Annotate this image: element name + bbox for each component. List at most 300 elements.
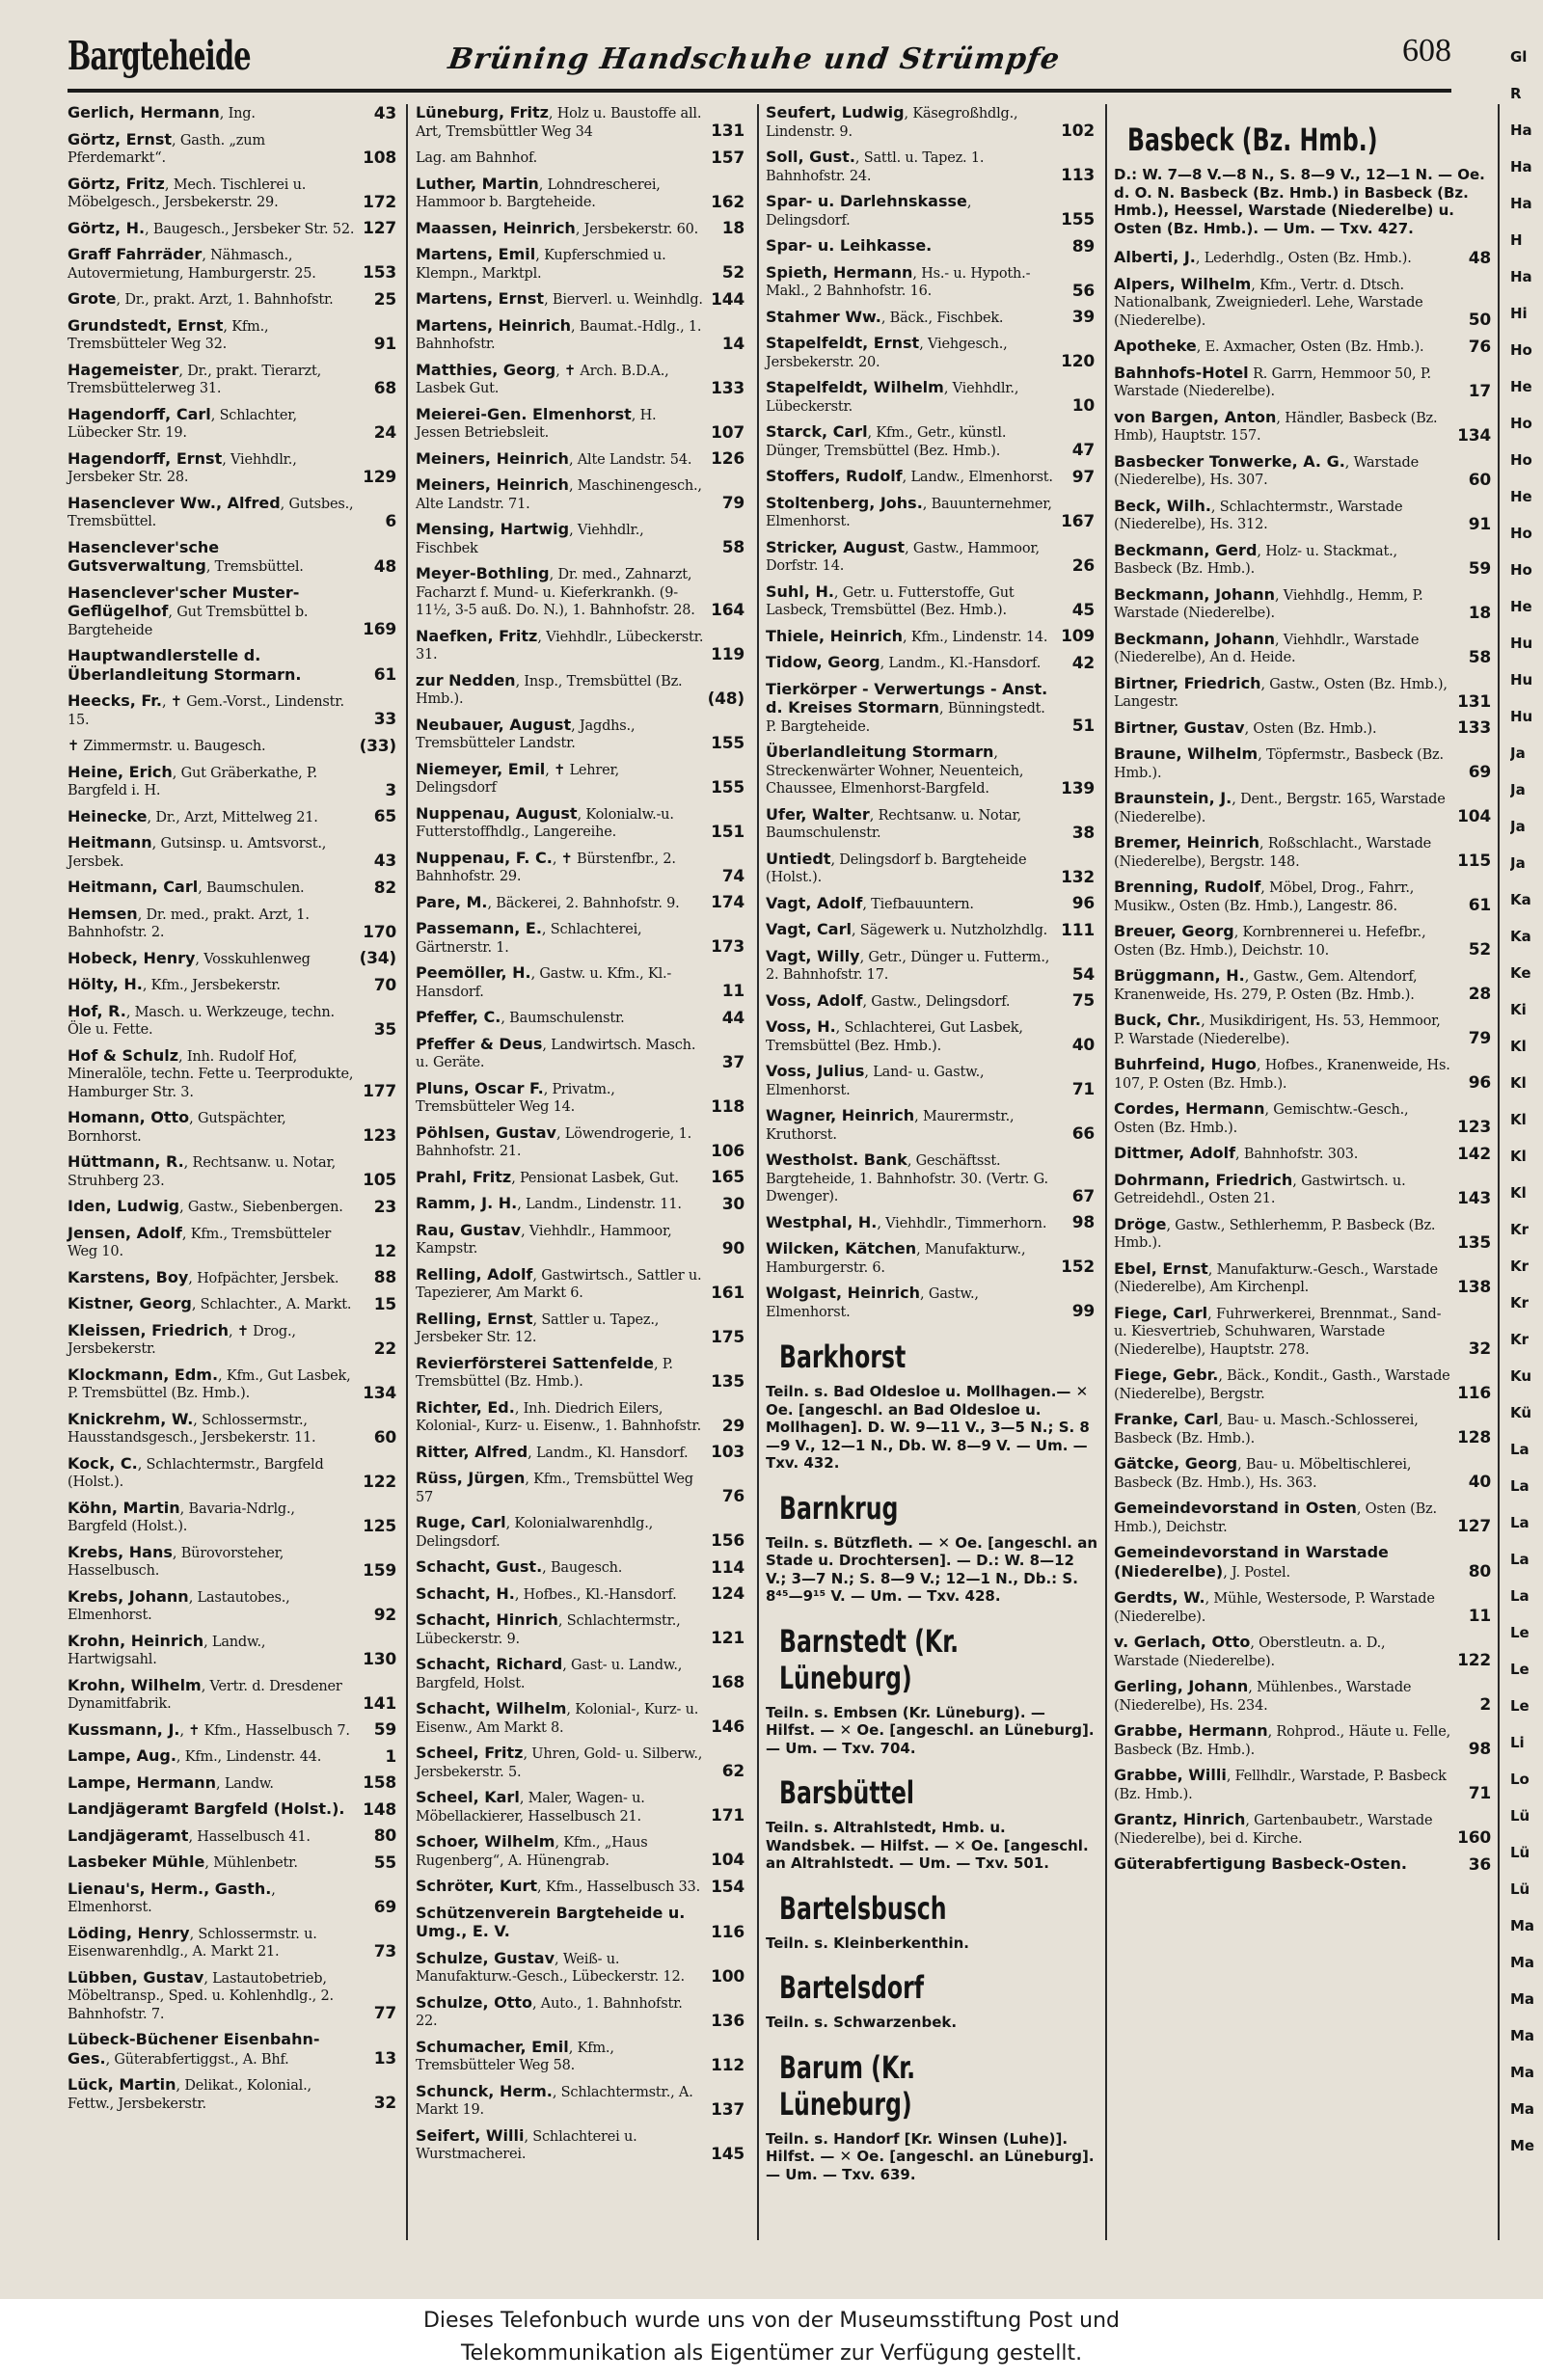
subscriber-entry xyxy=(68,290,400,310)
phone-number: 131 xyxy=(711,122,744,141)
subscriber-entry xyxy=(68,950,400,969)
subscriber-details: , Getr. u. Futterstoffe, Gut Lasbeck, Tremsbüttel (Bez. Hmb.). xyxy=(766,584,1015,618)
edge-fragment: Ma xyxy=(1510,1917,1535,1934)
place-service-info: Teiln. s. Bützfleth. — ✕ Oe. [angeschl. an Stade u. Drochtersen]. — D.: W. 8—12 V.; 3—7 N.; S. 8—9 V.; 12—1 N., Db.: S. 8⁴⁵—9¹⁵ V. — Um. — Txv. 428. xyxy=(766,1533,1098,1605)
subscriber-details: , Baugesch., Jersbeker Str. 52. xyxy=(145,221,355,237)
phone-number: 92 xyxy=(373,1605,396,1625)
phone-number: 169 xyxy=(363,620,396,639)
subscriber-details: , Osten (Bz. Hmb.), Deichstr. xyxy=(1114,1501,1437,1535)
subscriber-name: Alpers, Wilhelm xyxy=(1114,274,1252,293)
subscriber-details: , Osten (Bz. Hmb.). xyxy=(1244,720,1377,737)
column-1 xyxy=(68,104,400,2121)
subscriber-details: , Bierverl. u. Weinhdlg. xyxy=(544,292,703,308)
phone-number: 43 xyxy=(373,103,396,123)
place-heading: Barnkrug xyxy=(779,1489,899,1527)
subscriber-entry xyxy=(766,583,1098,620)
subscriber-name: Alberti, J. xyxy=(1114,248,1196,266)
phone-number: 54 xyxy=(1071,964,1095,985)
phone-number: 122 xyxy=(363,1472,396,1492)
phone-number: 174 xyxy=(711,893,744,912)
subscriber-entry xyxy=(68,808,400,827)
subscriber-details: , Schlachter., A. Markt. xyxy=(191,1297,352,1312)
subscriber-details: , Vertr. d. Dresdener Dynamitfabrik. xyxy=(68,1678,342,1712)
subscriber-entry xyxy=(68,692,400,729)
phone-number: 97 xyxy=(1071,467,1095,487)
subscriber-entry xyxy=(68,1047,400,1102)
place-service-info: D.: W. 7—8 V.—8 N., S. 8—9 V., 12—1 N. — Oe. d. O. N. Basbeck (Bz. Hmb.) in Basbeck (Bz. Hmb.), Heessel, Warstade (Niederelbe) u. Osten (Bz. Hmb.). — Um. — Txv. 427. xyxy=(1114,166,1485,237)
subscriber-entry xyxy=(68,1500,400,1536)
subscriber-entry xyxy=(416,317,748,354)
edge-fragment: Hu xyxy=(1510,708,1533,725)
phone-number: 52 xyxy=(1468,940,1491,960)
subscriber-name: Buhrfeind, Hugo xyxy=(1114,1055,1257,1073)
subscriber-details: , Holz- u. Stackmat., Basbeck (Bz. Hmb.). xyxy=(1114,543,1397,577)
subscriber-details: , Lederhdlg., Osten (Bz. Hmb.). xyxy=(1195,251,1412,266)
subscriber-details: , Kolonial-, Kurz- u. Eisenw., Am Markt 8. xyxy=(416,1702,699,1736)
subscriber-entry xyxy=(416,1905,748,1942)
phone-number: 112 xyxy=(711,2055,744,2075)
subscriber-details: , Gartenbaubetr., Warstade (Niederelbe), bei d. Kirche. xyxy=(1114,1813,1433,1847)
subscriber-entry xyxy=(1114,1544,1495,1582)
subscriber-details: , Kfm., Lindenstr. 44. xyxy=(176,1749,322,1765)
subscriber-entry xyxy=(68,647,400,685)
subscriber-name: Schulze, Otto xyxy=(416,1992,532,2012)
subscriber-entry xyxy=(766,264,1098,301)
subscriber-entry xyxy=(416,362,748,398)
subscriber-details: , Käsegroßhdlg., Lindenstr. 9. xyxy=(766,106,1018,140)
subscriber-name: Beckmann, Johann xyxy=(1114,629,1275,648)
phone-number: 132 xyxy=(1061,867,1095,887)
subscriber-name: Köhn, Martin xyxy=(68,1498,180,1517)
subscriber-name: Kistner, Georg xyxy=(68,1294,192,1312)
phone-number: 69 xyxy=(373,1897,396,1917)
subscriber-entry xyxy=(68,1747,400,1767)
subscriber-entry xyxy=(416,761,748,798)
subscriber-name: Pfeffer & Deus xyxy=(416,1034,543,1053)
subscriber-details: , Mühlenbes., Warstade (Niederelbe), Hs. 234. xyxy=(1114,1680,1412,1714)
phone-number: 137 xyxy=(711,2099,744,2120)
subscriber-name: Scheel, Karl xyxy=(416,1788,520,1806)
subscriber-name: Heitmann xyxy=(68,833,152,852)
subscriber-name: Tierkörper - Verwertungs - Anst. d. Kreises Stormarn xyxy=(766,679,1048,717)
subscriber-name: Pluns, Oscar F. xyxy=(416,1078,544,1097)
subscriber-entry xyxy=(416,1878,748,1897)
subscriber-details: , Gutspächter, Bornhorst. xyxy=(68,1111,286,1145)
column-divider xyxy=(1498,104,1500,2240)
subscriber-name: Hobeck, Henry xyxy=(68,948,196,967)
subscriber-details: , Getr., Dünger u. Futterm., 2. Bahnhofstr. 17. xyxy=(766,949,1050,983)
subscriber-details: , Rechtsanw. u. Notar, Struhberg 23. xyxy=(68,1155,337,1189)
subscriber-name: Hemsen xyxy=(68,904,138,923)
place-heading: Barum (Kr. Lüneburg) xyxy=(779,2048,916,2123)
edge-fragment: Hi xyxy=(1510,305,1528,322)
subscriber-details: , Bünningstedt. P. Bargteheide. xyxy=(766,701,1045,735)
subscriber-name: Hölty, H. xyxy=(68,975,143,993)
phone-number: 91 xyxy=(373,334,396,354)
phone-number: 139 xyxy=(1061,778,1095,798)
subscriber-entry xyxy=(68,1774,400,1794)
subscriber-entry xyxy=(1114,1589,1495,1626)
subscriber-entry xyxy=(766,104,1098,141)
subscriber-name: Martens, Ernst xyxy=(416,289,545,308)
subscriber-details: , Tiefbauuntern. xyxy=(862,896,974,912)
edge-fragment: Lü xyxy=(1510,1880,1530,1898)
phone-number: 126 xyxy=(711,449,744,469)
phone-number: 32 xyxy=(373,2094,396,2113)
subscriber-entry xyxy=(766,851,1098,887)
subscriber-entry xyxy=(766,1063,1098,1099)
subscriber-details: , ✝ Gem.-Vorst., Lindenstr. 15. xyxy=(68,694,344,728)
subscriber-name: Görtz, Ernst xyxy=(68,129,173,149)
subscriber-entry xyxy=(1114,675,1495,712)
subscriber-name: Naefken, Fritz xyxy=(416,626,538,645)
edge-fragment: Lo xyxy=(1510,1771,1529,1788)
phone-number: 90 xyxy=(721,1238,744,1258)
phone-number: 135 xyxy=(711,1371,744,1392)
subscriber-entry xyxy=(1114,409,1495,446)
subscriber-entry xyxy=(416,672,748,709)
subscriber-details: , Nähmasch., Autovermietung, Hamburgerstr. 25. xyxy=(68,248,316,282)
subscriber-details: , Streckenwärter Wohner, Neuenteich, Chaussee, Elmenhorst-Bargfeld. xyxy=(766,745,1024,797)
subscriber-name: Gerlich, Hermann xyxy=(68,103,220,122)
subscriber-entry xyxy=(416,1744,748,1781)
phone-number: 102 xyxy=(1061,122,1095,141)
phone-number: 25 xyxy=(373,289,396,310)
subscriber-details: , Schlachtermstr., Bargfeld (Holst.). xyxy=(68,1456,324,1490)
subscriber-entry xyxy=(68,879,400,898)
subscriber-name: Bremer, Heinrich xyxy=(1114,833,1260,852)
footer-line-2: Telekommunikation als Eigentümer zur Verfügung gestellt. xyxy=(460,2341,1083,2366)
phone-number: 108 xyxy=(363,148,396,168)
subscriber-entry xyxy=(416,1080,748,1117)
subscriber-entry xyxy=(416,805,748,842)
phone-number: 50 xyxy=(1468,311,1491,330)
edge-fragment: Ho xyxy=(1510,341,1532,359)
subscriber-entry xyxy=(766,681,1098,737)
subscriber-entry xyxy=(416,1558,748,1578)
subscriber-details: , Bau- u. Möbeltischlerei, Basbeck (Bz. Hmb.), Hs. 363. xyxy=(1114,1457,1412,1491)
subscriber-name: Rüss, Jürgen xyxy=(416,1469,526,1487)
phone-number: 67 xyxy=(1071,1186,1095,1206)
subscriber-entry xyxy=(1114,365,1495,401)
subscriber-details: , Schlossermstr. u. Eisenwarenhdlg., A. Markt 21. xyxy=(68,1926,317,1960)
subscriber-details: , Gastw., Siebenbergen. xyxy=(179,1200,343,1215)
edge-fragment: He xyxy=(1510,598,1532,615)
place-heading: Barnstedt (Kr. Lüneburg) xyxy=(779,1622,960,1696)
subscriber-name: Pare, M. xyxy=(416,892,488,911)
phone-number: 73 xyxy=(373,1941,396,1961)
subscriber-name: Mensing, Hartwig xyxy=(416,520,570,538)
subscriber-name: Schoer, Wilhelm xyxy=(416,1832,555,1851)
subscriber-name: Schröter, Kurt xyxy=(416,1877,538,1895)
subscriber-name: Heitmann, Carl xyxy=(68,878,199,896)
subscriber-entry xyxy=(766,654,1098,673)
subscriber-name: Homann, Otto xyxy=(68,1108,190,1126)
phone-number: 71 xyxy=(1468,1784,1491,1803)
subscriber-name: Görtz, Fritz xyxy=(68,174,165,193)
column-4 xyxy=(1114,104,1495,1882)
phone-number: 119 xyxy=(711,644,744,664)
subscriber-name: Schacht, Richard xyxy=(416,1655,563,1673)
subscriber-name: Schumacher, Emil xyxy=(416,2037,569,2056)
edge-fragment: Kl xyxy=(1510,1038,1527,1055)
subscriber-entry xyxy=(416,1311,748,1347)
edge-fragment: Ho xyxy=(1510,561,1532,579)
phone-number: 47 xyxy=(1071,441,1095,460)
edge-fragment: Gl xyxy=(1510,48,1528,66)
subscriber-name: Voss, Julius xyxy=(766,1062,865,1080)
subscriber-name: Grabbe, Willi xyxy=(1114,1766,1227,1784)
phone-number: 58 xyxy=(721,538,744,557)
subscriber-entry xyxy=(68,834,400,871)
phone-number: 33 xyxy=(373,710,396,729)
subscriber-name: Knickrehm, W. xyxy=(68,1409,194,1428)
edge-fragment: Kl xyxy=(1510,1148,1527,1165)
subscriber-entry xyxy=(68,1109,400,1146)
subscriber-name: Schützenverein Bargteheide u. Umg., E. V. xyxy=(416,1903,686,1940)
subscriber-name: Meierei-Gen. Elmenhorst xyxy=(416,404,632,423)
phone-number: 105 xyxy=(363,1171,396,1190)
subscriber-entry xyxy=(1114,1056,1495,1093)
phone-number: 130 xyxy=(363,1649,396,1669)
edge-fragment: Kl xyxy=(1510,1184,1527,1202)
subscriber-entry xyxy=(766,744,1098,798)
subscriber-details: , Kfm., Tremsbütteler Weg 58. xyxy=(416,2040,614,2073)
subscriber-details: , Elmenhorst. xyxy=(68,1881,276,1915)
phone-number: 91 xyxy=(1468,514,1491,534)
subscriber-entry xyxy=(766,1285,1098,1321)
running-place-heading: Bargteheide xyxy=(68,33,251,79)
subscriber-entry xyxy=(766,628,1098,647)
subscriber-details: , Dr., prakt. Arzt, 1. Bahnhofstr. xyxy=(116,292,334,308)
edge-fragment: R xyxy=(1510,85,1522,102)
phone-number: 160 xyxy=(1457,1828,1491,1848)
subscriber-entry xyxy=(1114,1260,1495,1297)
subscriber-entry xyxy=(68,1800,400,1820)
edge-fragment: Hu xyxy=(1510,635,1533,652)
subscriber-entry xyxy=(1114,1100,1495,1137)
phone-number: 13 xyxy=(373,2049,396,2069)
subscriber-name: Revierförsterei Sattenfelde xyxy=(416,1353,654,1372)
subscriber-entry xyxy=(68,1588,400,1625)
subscriber-name: Stricker, August xyxy=(766,537,906,556)
phone-number: 133 xyxy=(711,378,744,398)
edge-fragment: La xyxy=(1510,1441,1529,1458)
subscriber-name: Luther, Martin xyxy=(416,174,539,193)
edge-fragment: Ja xyxy=(1510,781,1526,798)
subscriber-details: , Fellhdlr., Warstade, P. Basbeck (Bz. Hmb.). xyxy=(1114,1769,1447,1802)
subscriber-name: Wilcken, Kätchen xyxy=(766,1239,917,1258)
subscriber-entry xyxy=(416,521,748,557)
phone-number: 173 xyxy=(711,937,744,957)
subscriber-name: Dittmer, Adolf xyxy=(1114,1144,1236,1162)
subscriber-entry xyxy=(68,362,400,398)
subscriber-details: Lag. am Bahnhof. xyxy=(416,150,538,166)
subscriber-details: , Kfm., Vertr. d. Dtsch. Nationalbank, Zweigniederl. Lehe, Warstade (Niederelbe). xyxy=(1114,277,1423,329)
subscriber-name: Buck, Chr. xyxy=(1114,1011,1202,1029)
subscriber-entry xyxy=(416,1994,748,2031)
subscriber-entry xyxy=(416,1611,748,1648)
subscriber-name: Stapelfeldt, Wilhelm xyxy=(766,378,944,396)
edge-fragment: Ja xyxy=(1510,818,1526,835)
subscriber-entry xyxy=(416,2083,748,2120)
subscriber-name: Lienau's, Herm., Gasth. xyxy=(68,1879,272,1898)
subscriber-details: , Maschinengesch., Alte Landstr. 71. xyxy=(416,478,702,512)
subscriber-details: , Händler, Basbeck (Bz. Hmb), Hauptstr. 157. xyxy=(1114,410,1438,444)
subscriber-entry xyxy=(416,1399,748,1436)
subscriber-entry xyxy=(416,1169,748,1188)
edge-fragment: Ma xyxy=(1510,2100,1535,2118)
subscriber-details: , Musikdirigent, Hs. 53, Hemmoor, P. Warstade (Niederelbe). xyxy=(1114,1014,1441,1047)
subscriber-details: , Maler, Wagen- u. Möbellackierer, Hasselbusch 21. xyxy=(416,1791,645,1825)
phone-number: 59 xyxy=(1468,558,1491,579)
subscriber-details: R. Garrn, Hemmoor 50, P. Warstade (Niederelbe). xyxy=(1114,365,1431,399)
subscriber-entry xyxy=(416,850,748,886)
phone-number: 80 xyxy=(373,1826,396,1846)
subscriber-entry xyxy=(68,906,400,942)
subscriber-details: , Sattler u. Tapez., Jersbeker Str. 12. xyxy=(416,1312,660,1345)
subscriber-name: Richter, Ed. xyxy=(416,1397,515,1417)
subscriber-name: Brüggmann, H. xyxy=(1114,966,1245,985)
phone-number: 133 xyxy=(1457,718,1491,738)
subscriber-name: Iden, Ludwig xyxy=(68,1197,180,1215)
subscriber-name: Martens, Emil xyxy=(416,245,536,263)
subscriber-name: Dröge xyxy=(1114,1214,1167,1233)
subscriber-entry xyxy=(416,717,748,753)
subscriber-entry xyxy=(68,976,400,995)
phone-number: 32 xyxy=(1468,1339,1491,1359)
subscriber-entry xyxy=(68,764,400,800)
edge-fragment: Me xyxy=(1510,2137,1535,2154)
phone-number: 135 xyxy=(1457,1232,1491,1253)
subscriber-entry xyxy=(416,176,748,212)
subscriber-name: Hagendorff, Ernst xyxy=(68,448,223,468)
edge-fragment: Kü xyxy=(1510,1404,1532,1421)
subscriber-details: , Dr. med., prakt. Arzt, 1. Bahnhofstr. 2. xyxy=(68,906,310,940)
subscriber-details: , E. Axmacher, Osten (Bz. Hmb.). xyxy=(1196,339,1424,355)
subscriber-details: , Manufakturw.-Gesch., Warstade (Niederelbe), Am Kirchenpl. xyxy=(1114,1261,1438,1295)
subscriber-entry xyxy=(68,1198,400,1217)
page-number: 608 xyxy=(1402,33,1451,68)
subscriber-name: Relling, Adolf xyxy=(416,1264,533,1284)
place-service-info: Teiln. s. Handorf [Kr. Winsen (Luhe)]. Hilfst. — ✕ Oe. [angeschl. an Lüneburg]. — Um. — Txv. 639. xyxy=(766,2129,1095,2183)
phone-number: 123 xyxy=(1457,1118,1491,1137)
subscriber-details: , Gastwirtsch. u. Getreidehdl., Osten 21. xyxy=(1114,1173,1406,1206)
subscriber-entry xyxy=(766,149,1098,185)
subscriber-entry xyxy=(416,476,748,513)
subscriber-name: Prahl, Fritz xyxy=(416,1167,512,1186)
phone-number: 28 xyxy=(1468,985,1491,1004)
subscriber-details: , Landm., Kl. Hansdorf. xyxy=(528,1445,689,1461)
phone-number: 167 xyxy=(1061,511,1095,531)
phone-number: 98 xyxy=(1071,1213,1095,1232)
subscriber-name: Franke, Carl xyxy=(1114,1410,1219,1428)
subscriber-name: Überlandleitung Stormarn xyxy=(766,743,994,761)
edge-fragment: Kr xyxy=(1510,1331,1529,1348)
edge-fragment: Ka xyxy=(1510,928,1531,945)
phone-number: 127 xyxy=(363,219,396,238)
phone-number: 104 xyxy=(711,1851,744,1870)
phone-number: 116 xyxy=(1457,1384,1491,1403)
edge-fragment: Kl xyxy=(1510,1074,1527,1092)
subscriber-name: Fiege, Carl xyxy=(1114,1303,1208,1322)
subscriber-name: Voss, Adolf xyxy=(766,990,863,1010)
subscriber-entry xyxy=(416,920,748,957)
subscriber-entry xyxy=(766,1018,1098,1055)
phone-number: 3 xyxy=(385,780,396,800)
subscriber-details: , Gastw. u. Kfm., Kl.-Hansdorf. xyxy=(416,966,672,1000)
subscriber-entry xyxy=(416,246,748,283)
subscriber-entry xyxy=(68,1969,400,2024)
subscriber-entry xyxy=(68,176,400,212)
subscriber-details: , Geschäftsst. Bargteheide, 1. Bahnhofstr. 30. (Vertr. G. Dwenger). xyxy=(766,1153,1048,1204)
subscriber-details: , Kfm., Getr., künstl. Dünger, Tremsbüttel (Bez. Hmb.). xyxy=(766,425,1007,459)
subscriber-entry xyxy=(416,149,748,168)
phone-number: 177 xyxy=(363,1082,396,1101)
phone-number: 115 xyxy=(1457,852,1491,871)
place-heading: Barsbüttel xyxy=(779,1774,915,1811)
subscriber-details: , Land- u. Gastw., Elmenhorst. xyxy=(766,1065,985,1098)
phone-number: 75 xyxy=(1071,991,1095,1011)
subscriber-details: , Insp., Tremsbüttel (Bz. Hmb.). xyxy=(416,673,683,707)
phone-number: 151 xyxy=(711,822,744,842)
phone-number: 162 xyxy=(711,192,744,212)
phone-number: 159 xyxy=(363,1560,396,1581)
edge-fragment: H xyxy=(1510,231,1523,249)
subscriber-entry xyxy=(766,309,1098,328)
phone-number: 172 xyxy=(363,192,396,212)
subscriber-details: , Hofbes., Kl.-Hansdorf. xyxy=(514,1586,677,1603)
subscriber-details: , ✝ Bürstenfbr., 2. Bahnhofstr. 29. xyxy=(416,851,676,884)
phone-number: 120 xyxy=(1061,352,1095,371)
subscriber-entry xyxy=(416,1789,748,1826)
subscriber-name: Güterabfertigung Basbeck-Osten. xyxy=(1114,1854,1407,1873)
subscriber-details: , Schlachtermstr., A. Markt 19. xyxy=(416,2084,693,2118)
subscriber-entry xyxy=(68,1153,400,1190)
subscriber-name: Ramm, J. H. xyxy=(416,1194,518,1212)
subscriber-entry xyxy=(766,379,1098,416)
subscriber-entry xyxy=(68,2031,400,2069)
phone-number: 76 xyxy=(721,1487,744,1506)
subscriber-details: , Roßschlacht., Warstade (Niederelbe), Bergstr. 148. xyxy=(1114,836,1432,870)
subscriber-name: Breuer, Georg xyxy=(1114,922,1234,940)
phone-number: (34) xyxy=(359,949,396,968)
edge-fragment: Ha xyxy=(1510,268,1532,285)
phone-number: 71 xyxy=(1071,1080,1095,1099)
subscriber-name: Thiele, Heinrich xyxy=(766,626,903,645)
phone-number: 45 xyxy=(1071,600,1095,620)
phone-number: 77 xyxy=(373,2004,396,2023)
phone-number: 154 xyxy=(711,1877,744,1897)
edge-fragment: Ja xyxy=(1510,744,1526,762)
subscriber-name: Görtz, H. xyxy=(68,218,146,237)
subscriber-entry xyxy=(1114,790,1495,826)
subscriber-details: , Jagdhs., Tremsbütteler Landstr. xyxy=(416,717,636,751)
phone-number: 155 xyxy=(711,733,744,753)
phone-number: (48) xyxy=(707,689,744,709)
phone-number: 17 xyxy=(1468,381,1491,401)
subscriber-details: , Lastautobes., Elmenhorst. xyxy=(68,1589,290,1623)
subscriber-name: Schulze, Gustav xyxy=(416,1948,555,1967)
subscriber-name: v. Gerlach, Otto xyxy=(1114,1633,1251,1651)
subscriber-entry xyxy=(1114,1366,1495,1403)
subscriber-entry xyxy=(1114,1012,1495,1048)
subscriber-name: Ufer, Walter xyxy=(766,804,870,824)
subscriber-details: , Bürovorsteher, Hasselbusch. xyxy=(68,1545,284,1579)
subscriber-entry xyxy=(68,1827,400,1847)
subscriber-name: Meiners, Heinrich xyxy=(416,475,569,494)
column-divider xyxy=(757,104,759,2240)
